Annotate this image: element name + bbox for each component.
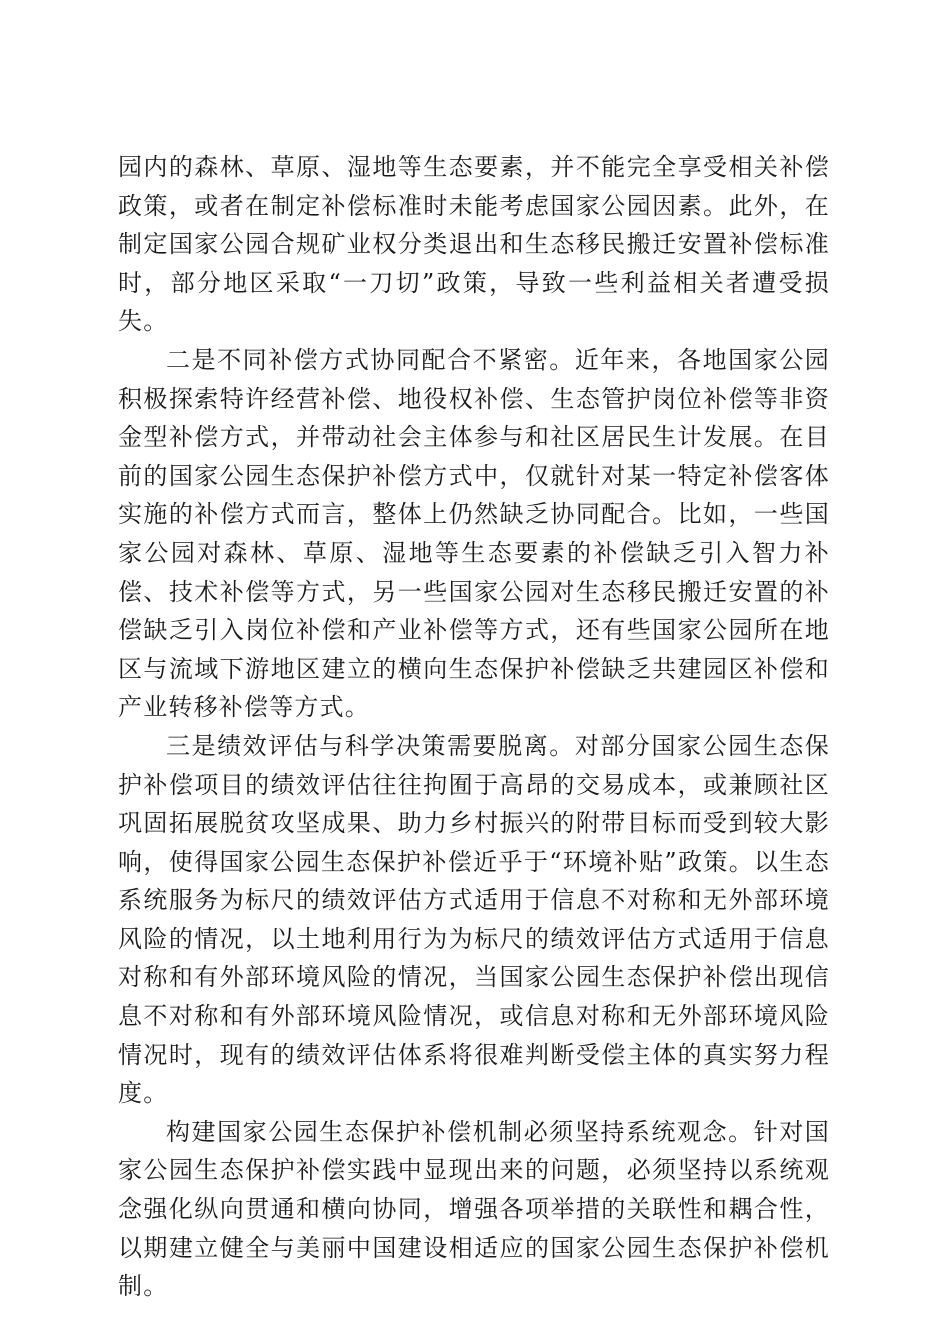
paragraph-continuation: 园内的森林、草原、湿地等生态要素，并不能完全享受相关补偿政策，或者在制定补偿标准时未能考虑国家公园因素。此外，在制定国家公园合规矿业权分类退出和生态移民搬迁安置补偿标准时，部分地区采取“一刀切”政策，导致一些利益相关者遭受损失。 <box>118 153 830 336</box>
body-text <box>118 148 830 1306</box>
paragraph-system-concept: 构建国家公园生态保护补偿机制必须坚持系统观念。针对国家公园生态保护补偿实践中显现出来的问题，必须坚持以系统观念强化纵向贯通和横向协同，增强各项举措的关联性和耦合性，以期建立健全与美丽中国建设相适应的国家公园生态保护补偿机制。 <box>118 1117 830 1301</box>
paragraph-compensation-methods: 二是不同补偿方式协同配合不紧密。近年来，各地国家公园积极探索特许经营补偿、地役权补偿、生态管护岗位补偿等非资金型补偿方式，并带动社会主体参与和社区居民生计发展。在目前的国家公园生态保护补偿方式中，仅就针对某一特定补偿客体实施的补偿方式而言，整体上仍然缺乏协同配合。比如，一些国家公园对森林、草原、湿地等生态要素的补偿缺乏引入智力补偿、技术补偿等方式，另一些国家公园对生态移民搬迁安置的补偿缺乏引入岗位补偿和产业补偿等方式，还有些国家公园所在地区与流域下游地区建立的横向生态保护补偿缺乏共建园区补偿和产业转移补偿等方式。 <box>118 345 830 722</box>
paragraph-performance-evaluation: 三是绩效评估与科学决策需要脱离。对部分国家公园生态保护补偿项目的绩效评估往往拘囿于高昂的交易成本，或兼顾社区巩固拓展脱贫攻坚成果、助力乡村振兴的附带目标而受到较大影响，使得国家公园生态保护补偿近乎于“环境补贴”政策。以生态系统服务为标尺的绩效评估方式适用于信息不对称和无外部环境风险的情况，以土地利用行为为标尺的绩效评估方式适用于信息对称和有外部环境风险的情况，当国家公园生态保护补偿出现信息不对称和有外部环境风险情况，或信息对称和无外部环境风险情况时，现有的绩效评估体系将很难判断受偿主体的真实努力程度。 <box>118 731 830 1108</box>
